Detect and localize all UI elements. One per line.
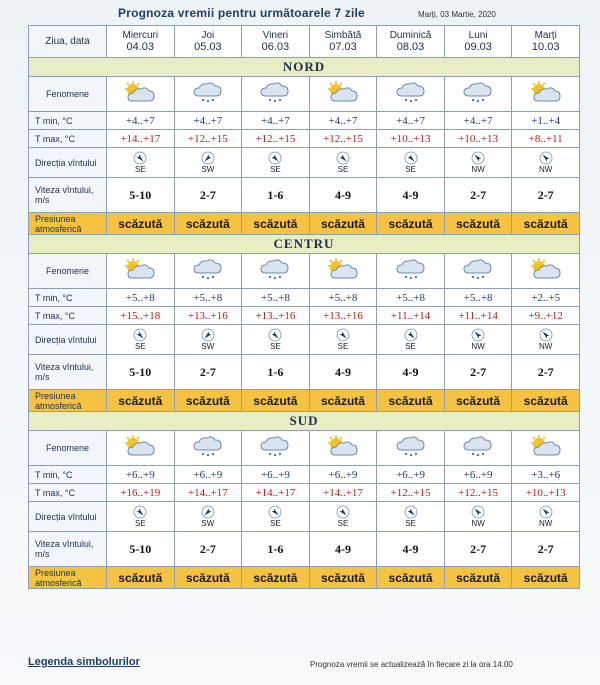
cloud-snow-icon: [191, 91, 225, 108]
pressure-value: scăzută: [174, 213, 242, 235]
tmin-row: [29, 466, 580, 484]
forecast-table: [28, 25, 580, 589]
wind-direction-value: SE: [337, 342, 349, 351]
wind-speed-value: 2-7: [444, 355, 512, 390]
phenomena-cell: [444, 254, 512, 289]
wind-direction-cell: [377, 148, 445, 178]
wind-speed-value: 5-10: [107, 532, 175, 567]
wind-direction-cell: [174, 325, 242, 355]
day-name: Marți: [534, 30, 557, 41]
tmin-label: T min, °C: [29, 112, 107, 130]
day-date-label: Ziua, data: [29, 26, 107, 58]
day-header: [174, 26, 242, 58]
cloud-snow-icon: [461, 445, 495, 462]
tmax-row: [29, 130, 580, 148]
wind-direction-cell: [107, 502, 175, 532]
cloud-snow-icon: [258, 91, 292, 108]
wind-arrow-icon: [471, 328, 485, 342]
tmin-value: +5..+8: [242, 289, 310, 307]
sun-cloud-icon: [123, 91, 157, 108]
pressure-value: scăzută: [174, 390, 242, 412]
day-header: [242, 26, 310, 58]
day-header: [309, 26, 377, 58]
region-header-row: [29, 235, 580, 254]
tmin-value: +5..+8: [107, 289, 175, 307]
sun-cloud-icon: [123, 445, 157, 462]
pressure-value: scăzută: [512, 390, 580, 412]
wind-arrow-icon: [336, 505, 350, 519]
pressure-value: scăzută: [309, 567, 377, 589]
wind-arrow-icon: [539, 505, 553, 519]
wind-direction-value: SW: [201, 342, 215, 351]
sun-cloud-icon: [529, 91, 563, 108]
region-title: SUD: [29, 412, 580, 431]
wind-direction-cell: [242, 325, 310, 355]
phenomena-cell: [512, 77, 580, 112]
wind-speed-value: 2-7: [444, 532, 512, 567]
wind-direction-label: Direcția vîntului: [29, 502, 107, 532]
pressure-row: [29, 567, 580, 589]
header-row: [29, 26, 580, 58]
pressure-row: [29, 213, 580, 235]
pressure-value: scăzută: [107, 213, 175, 235]
cloud-snow-icon: [258, 268, 292, 285]
tmin-value: +6..+9: [174, 466, 242, 484]
phenomena-cell: [309, 431, 377, 466]
wind-direction-value: NW: [539, 519, 553, 528]
phenomena-cell: [377, 254, 445, 289]
wind-speed-value: 5-10: [107, 178, 175, 213]
pressure-value: scăzută: [444, 213, 512, 235]
wind-speed-value: 4-9: [309, 532, 377, 567]
wind-speed-value: 2-7: [512, 532, 580, 567]
wind-direction-value: NW: [539, 165, 553, 174]
pressure-value: scăzută: [444, 567, 512, 589]
tmin-value: +4..+7: [242, 112, 310, 130]
day-date: 04.03: [126, 41, 155, 53]
phenomena-cell: [242, 254, 310, 289]
wind-direction-cell: [377, 325, 445, 355]
phenomena-cell: [107, 254, 175, 289]
wind-speed-value: 4-9: [309, 355, 377, 390]
wind-speed-row: [29, 532, 580, 567]
wind-speed-value: 2-7: [174, 532, 242, 567]
tmin-value: +4..+7: [174, 112, 242, 130]
wind-direction-cell: [174, 148, 242, 178]
pressure-value: scăzută: [107, 390, 175, 412]
tmax-value: +15..+18: [107, 307, 175, 325]
wind-direction-row: [29, 325, 580, 355]
wind-speed-label: Viteza vîntului, m/s: [29, 178, 107, 213]
pressure-value: scăzută: [512, 567, 580, 589]
wind-arrow-icon: [268, 328, 282, 342]
cloud-snow-icon: [258, 445, 292, 462]
pressure-value: scăzută: [309, 213, 377, 235]
wind-speed-row: [29, 355, 580, 390]
wind-direction-cell: [377, 502, 445, 532]
pressure-value: scăzută: [377, 390, 445, 412]
tmax-value: +11..+14: [444, 307, 512, 325]
tmin-value: +4..+7: [377, 112, 445, 130]
pressure-value: scăzută: [242, 567, 310, 589]
sun-cloud-icon: [529, 268, 563, 285]
cloud-snow-icon: [191, 445, 225, 462]
region-title: NORD: [29, 58, 580, 77]
wind-direction-cell: [512, 148, 580, 178]
pressure-label: Presiunea atmosferică: [29, 213, 107, 235]
day-header: [107, 26, 175, 58]
wind-direction-cell: [309, 325, 377, 355]
tmin-value: +6..+9: [242, 466, 310, 484]
tmin-value: +6..+9: [444, 466, 512, 484]
wind-direction-value: NW: [471, 342, 485, 351]
wind-direction-value: SW: [201, 519, 215, 528]
day-date: 05.03: [194, 41, 222, 53]
phenomena-cell: [174, 431, 242, 466]
wind-speed-value: 5-10: [107, 355, 175, 390]
region-header-row: [29, 58, 580, 77]
wind-speed-value: 1-6: [242, 355, 310, 390]
day-name: Vineri: [262, 30, 289, 41]
wind-direction-value: SE: [405, 342, 416, 351]
wind-direction-row: [29, 502, 580, 532]
pressure-value: scăzută: [377, 213, 445, 235]
wind-arrow-icon: [471, 151, 485, 165]
tmin-value: +3..+6: [512, 466, 580, 484]
wind-direction-value: SE: [134, 165, 146, 174]
wind-arrow-icon: [133, 505, 147, 519]
pressure-label: Presiunea atmosferică: [29, 567, 107, 589]
wind-speed-value: 2-7: [444, 178, 512, 213]
tmin-value: +4..+7: [309, 112, 377, 130]
tmin-value: +2..+5: [512, 289, 580, 307]
wind-direction-cell: [309, 502, 377, 532]
wind-speed-value: 1-6: [242, 532, 310, 567]
day-name: Simbătă: [324, 30, 362, 41]
wind-direction-value: SE: [270, 519, 281, 528]
page-title: Prognoza vremii pentru următoarele 7 zile: [118, 6, 365, 20]
phenomena-cell: [377, 77, 445, 112]
wind-direction-value: NW: [471, 519, 485, 528]
wind-direction-value: SE: [405, 165, 416, 174]
phenomena-cell: [174, 77, 242, 112]
wind-speed-value: 1-6: [242, 178, 310, 213]
cloud-snow-icon: [461, 91, 495, 108]
wind-arrow-icon: [404, 505, 418, 519]
sun-cloud-icon: [123, 268, 157, 285]
phenomena-cell: [242, 431, 310, 466]
day-date: 10.03: [531, 41, 560, 53]
wind-direction-cell: [107, 325, 175, 355]
wind-direction-cell: [309, 148, 377, 178]
wind-arrow-icon: [539, 151, 553, 165]
wind-speed-value: 4-9: [309, 178, 377, 213]
wind-direction-row: [29, 148, 580, 178]
pressure-value: scăzută: [512, 213, 580, 235]
wind-arrow-icon: [133, 151, 147, 165]
wind-speed-value: 2-7: [512, 178, 580, 213]
tmax-value: +12..+15: [377, 484, 445, 502]
wind-arrow-icon: [201, 505, 215, 519]
tmax-value: +13..+16: [242, 307, 310, 325]
phenomena-cell: [512, 254, 580, 289]
wind-arrow-icon: [336, 328, 350, 342]
wind-speed-value: 2-7: [174, 178, 242, 213]
wind-speed-row: [29, 178, 580, 213]
wind-direction-cell: [444, 148, 512, 178]
pressure-value: scăzută: [242, 213, 310, 235]
tmax-value: +8..+11: [512, 130, 580, 148]
wind-direction-value: SE: [337, 519, 349, 528]
day-name: Duminică: [389, 30, 432, 41]
sun-cloud-icon: [326, 268, 360, 285]
tmax-value: +11..+14: [377, 307, 445, 325]
wind-direction-cell: [242, 148, 310, 178]
tmin-value: +6..+9: [107, 466, 175, 484]
current-date: Marți, 03 Martie, 2020: [418, 10, 496, 19]
day-date: 08.03: [396, 41, 425, 53]
tmax-value: +10..+13: [444, 130, 512, 148]
tmin-label: T min, °C: [29, 289, 107, 307]
pressure-label: Presiunea atmosferică: [29, 390, 107, 412]
day-name: Joi: [201, 30, 215, 41]
pressure-value: scăzută: [309, 390, 377, 412]
wind-direction-label: Direcția vîntului: [29, 148, 107, 178]
tmax-label: T max, °C: [29, 484, 107, 502]
wind-speed-label: Viteza vîntului, m/s: [29, 532, 107, 567]
tmax-value: +12..+15: [444, 484, 512, 502]
tmax-value: +12..+15: [309, 130, 377, 148]
region-header-row: [29, 412, 580, 431]
tmin-value: +6..+9: [309, 466, 377, 484]
tmin-value: +5..+8: [444, 289, 512, 307]
tmax-value: +14..+17: [107, 130, 175, 148]
tmax-value: +10..+13: [377, 130, 445, 148]
tmax-value: +12..+15: [174, 130, 242, 148]
day-header: [444, 26, 512, 58]
wind-direction-value: SE: [337, 165, 349, 174]
cloud-snow-icon: [394, 91, 428, 108]
wind-speed-value: 2-7: [512, 355, 580, 390]
phenomena-label: Fenomene: [29, 77, 107, 112]
pressure-row: [29, 390, 580, 412]
day-header: [377, 26, 445, 58]
tmin-value: +4..+7: [444, 112, 512, 130]
phenomena-label: Fenomene: [29, 431, 107, 466]
day-header: [512, 26, 580, 58]
phenomena-cell: [309, 254, 377, 289]
day-name: Luni: [468, 30, 488, 41]
wind-arrow-icon: [404, 151, 418, 165]
wind-arrow-icon: [471, 505, 485, 519]
tmax-row: [29, 307, 580, 325]
region-title: CENTRU: [29, 235, 580, 254]
phenomena-row: [29, 254, 580, 289]
phenomena-cell: [309, 77, 377, 112]
wind-direction-cell: [444, 502, 512, 532]
tmax-value: +13..+16: [309, 307, 377, 325]
wind-speed-value: 4-9: [377, 355, 445, 390]
legend-link[interactable]: Legenda simbolurilor: [28, 656, 140, 668]
pressure-value: scăzută: [174, 567, 242, 589]
day-name: Miercuri: [122, 30, 159, 41]
tmin-row: [29, 289, 580, 307]
day-date: 07.03: [329, 41, 357, 53]
wind-direction-value: SW: [201, 165, 215, 174]
wind-speed-value: 4-9: [377, 178, 445, 213]
wind-direction-cell: [512, 325, 580, 355]
cloud-snow-icon: [394, 445, 428, 462]
phenomena-cell: [377, 431, 445, 466]
tmax-row: [29, 484, 580, 502]
wind-direction-value: SE: [405, 519, 416, 528]
pressure-value: scăzută: [377, 567, 445, 589]
wind-direction-value: SE: [270, 165, 281, 174]
phenomena-cell: [444, 431, 512, 466]
tmin-value: +5..+8: [377, 289, 445, 307]
pressure-value: scăzută: [444, 390, 512, 412]
wind-direction-value: SE: [270, 342, 281, 351]
day-date: 09.03: [464, 41, 492, 53]
wind-arrow-icon: [201, 328, 215, 342]
wind-speed-value: 2-7: [174, 355, 242, 390]
wind-arrow-icon: [404, 328, 418, 342]
tmax-value: +14..+17: [309, 484, 377, 502]
tmin-value: +5..+8: [174, 289, 242, 307]
cloud-snow-icon: [191, 268, 225, 285]
phenomena-label: Fenomene: [29, 254, 107, 289]
wind-arrow-icon: [201, 151, 215, 165]
tmin-value: +6..+9: [377, 466, 445, 484]
wind-direction-label: Direcția vîntului: [29, 325, 107, 355]
tmax-label: T max, °C: [29, 307, 107, 325]
tmax-value: +13..+16: [174, 307, 242, 325]
sun-cloud-icon: [529, 445, 563, 462]
wind-direction-value: NW: [539, 342, 553, 351]
tmax-value: +16..+19: [107, 484, 175, 502]
wind-arrow-icon: [268, 151, 282, 165]
tmin-value: +4..+7: [107, 112, 175, 130]
wind-speed-label: Viteza vîntului, m/s: [29, 355, 107, 390]
wind-speed-value: 4-9: [377, 532, 445, 567]
phenomena-cell: [174, 254, 242, 289]
pressure-value: scăzută: [242, 390, 310, 412]
wind-direction-cell: [107, 148, 175, 178]
phenomena-cell: [107, 77, 175, 112]
tmax-value: +12..+15: [242, 130, 310, 148]
phenomena-row: [29, 77, 580, 112]
tmax-value: +14..+17: [174, 484, 242, 502]
wind-direction-cell: [512, 502, 580, 532]
tmax-label: T max, °C: [29, 130, 107, 148]
wind-direction-value: NW: [471, 165, 485, 174]
tmin-label: T min, °C: [29, 466, 107, 484]
wind-direction-value: SE: [134, 342, 146, 351]
wind-direction-value: SE: [134, 519, 146, 528]
tmin-value: +1..+4: [512, 112, 580, 130]
tmin-row: [29, 112, 580, 130]
wind-arrow-icon: [268, 505, 282, 519]
tmax-value: +9..+12: [512, 307, 580, 325]
phenomena-cell: [512, 431, 580, 466]
tmin-value: +5..+8: [309, 289, 377, 307]
phenomena-cell: [242, 77, 310, 112]
phenomena-cell: [444, 77, 512, 112]
phenomena-cell: [107, 431, 175, 466]
day-date: 06.03: [261, 41, 290, 53]
wind-arrow-icon: [336, 151, 350, 165]
phenomena-row: [29, 431, 580, 466]
tmax-value: +14..+17: [242, 484, 310, 502]
wind-direction-cell: [444, 325, 512, 355]
wind-arrow-icon: [133, 328, 147, 342]
cloud-snow-icon: [461, 268, 495, 285]
sun-cloud-icon: [326, 91, 360, 108]
tmax-value: +10..+13: [512, 484, 580, 502]
wind-direction-cell: [242, 502, 310, 532]
wind-direction-cell: [174, 502, 242, 532]
pressure-value: scăzută: [107, 567, 175, 589]
sun-cloud-icon: [326, 445, 360, 462]
cloud-snow-icon: [394, 268, 428, 285]
update-note: Prognoza vremii se actualizează în fiecare zi la ora 14.00: [310, 660, 513, 669]
wind-arrow-icon: [539, 328, 553, 342]
